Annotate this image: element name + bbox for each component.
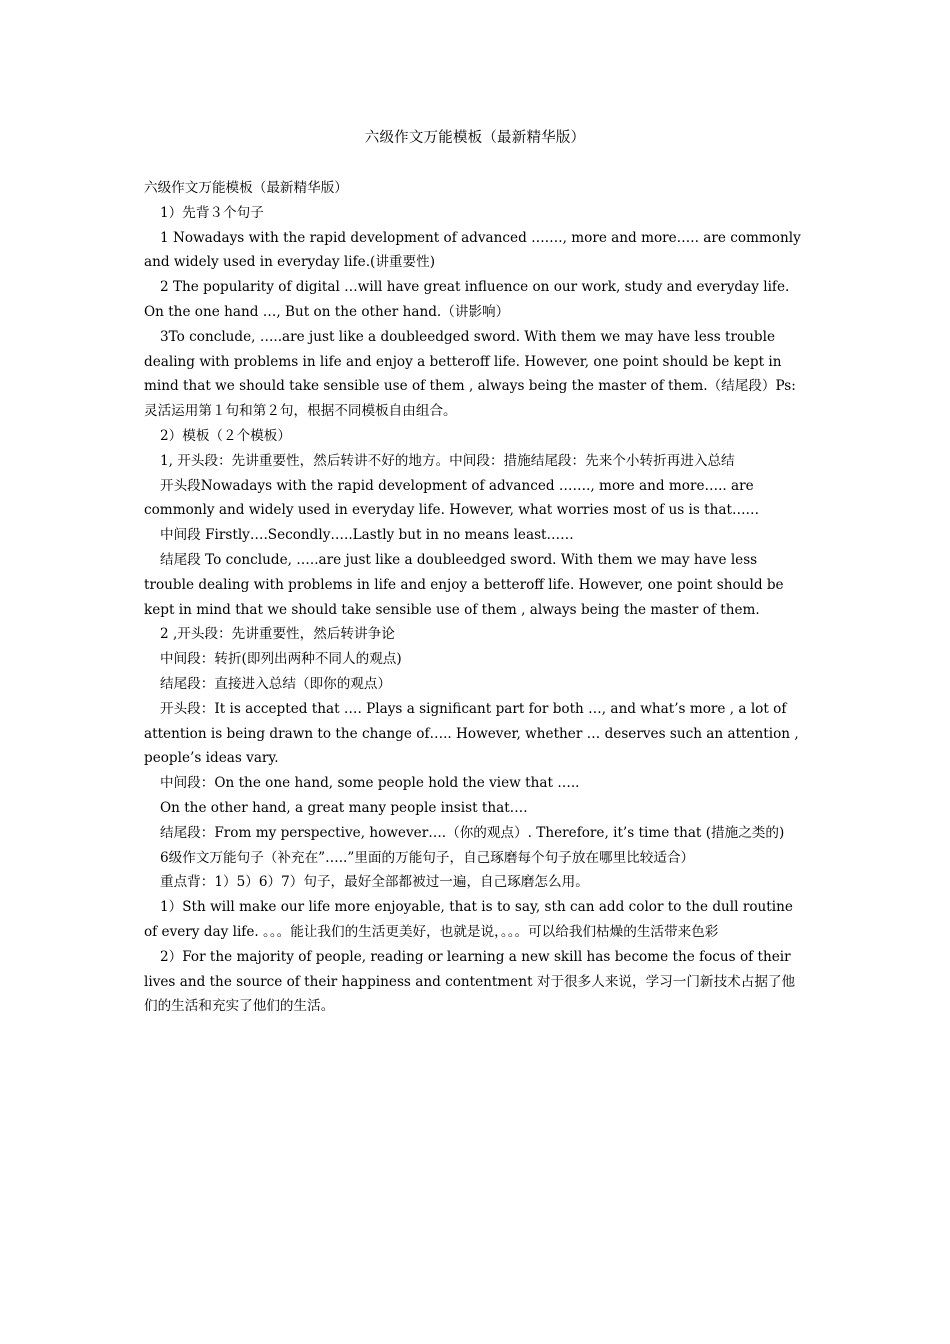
paragraph: 结尾段：直接进入总结（即你的观点） (160, 675, 392, 692)
document-body (144, 176, 808, 1019)
paragraph: 开头段：It is accepted that …. Plays a significant part for both …, and what’s more , a lot of attention is being drawn to the change of….. However, whether … deserves such an attention , people’s ideas vary. (144, 700, 799, 767)
paragraph: 1）Sth will make our life more enjoyable, that is to say, sth can add color to the dull routine of every day life. 。。。能让我们的生活更美好，也就是说，。。。可以给我们枯燥的生活带来色彩 (144, 899, 793, 940)
paragraph: 重点背：1）5）6）7）句子，最好全部都被过一遍，自己琢磨怎么用。 (160, 874, 589, 891)
document-title: 六级作文万能模板（最新精华版） (364, 130, 586, 146)
paragraph: 2）模板（２个模板） (160, 427, 291, 444)
paragraph: 开头段Nowadays with the rapid development of advanced ……., more and more….. are commonly and widely used in everyday life. However, what worries most of us is that…… (144, 477, 760, 519)
paragraph: 结尾段 To conclude, …..are just like a doubleedged sword. With them we may have less trouble dealing with problems in life and enjoy a betteroff life. However, one point should be kept in mind that we should take sensible use of them , always being the master of them. (144, 551, 784, 618)
paragraph: 中间段：On the one hand, some people hold the view that ….. (160, 775, 580, 792)
paragraph: 中间段：转折(即列出两种不同人的观点) (160, 651, 402, 668)
paragraph: On the other hand, a great many people insist that…. (160, 799, 528, 816)
paragraph: 1 Nowadays with the rapid development of advanced ……., more and more….. are commonly and widely used in everyday life.(讲重要性) (144, 229, 801, 271)
section-heading: 六级作文万能模板（最新精华版） (144, 180, 348, 196)
paragraph: 2）For the majority of people, reading or learning a new skill has become the focus of their lives and the source of their happiness and contentment 对于很多人来说，学习一门新技术占据了他们的生活和充实了他们的生活。 (144, 948, 796, 1015)
paragraph: 结尾段：From my perspective, however….（你的观点）. Therefore, it’s time that (措施之类的) (160, 824, 785, 841)
paragraph: 1, 开头段：先讲重要性，然后转讲不好的地方。中间段：措施结尾段：先来个小转折再进入总结 (160, 452, 735, 469)
paragraph: 3To conclude, …..are just like a doubleedged sword. With them we may have less trouble dealing with problems in life and enjoy a betteroff life. However, one point should be kept in mind that we should take sensible use of them , always being the master of them.（结尾段）Ps:灵活运用第１句和第２句，根据不同模板自由组合。 (144, 328, 796, 420)
paragraph: 中间段 Firstly….Secondly…..Lastly but in no means least…… (160, 527, 574, 544)
paragraph: 2 The popularity of digital …will have great influence on our work, study and everyday life. On the one hand …, But on the other hand.（讲影响） (144, 279, 790, 320)
paragraph: 2 ,开头段：先讲重要性，然后转讲争论 (160, 626, 395, 643)
paragraph: 1）先背３个句子 (160, 204, 264, 221)
paragraph: 6级作文万能句子（补充在”…..”里面的万能句子，自己琢磨每个句子放在哪里比较适合） (160, 849, 695, 866)
